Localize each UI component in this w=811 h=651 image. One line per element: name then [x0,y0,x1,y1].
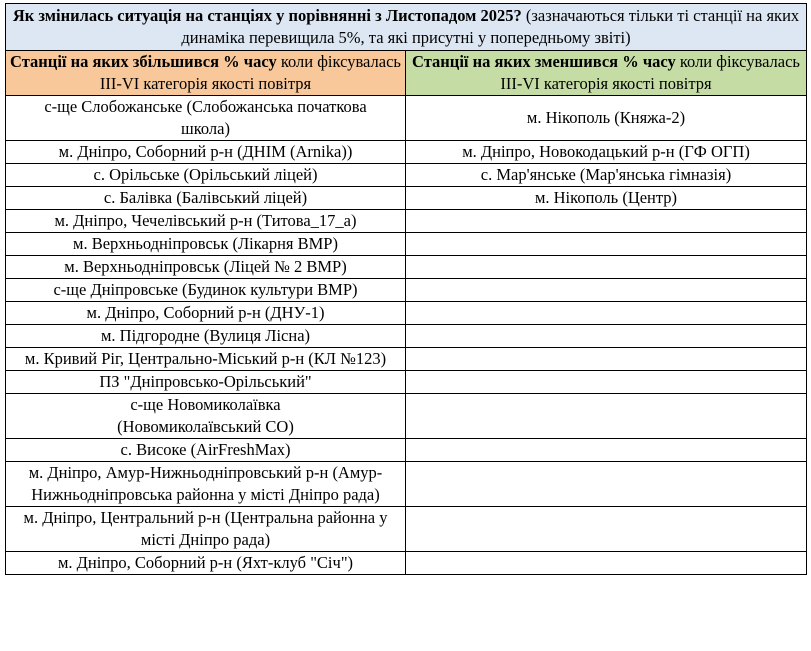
station-decreased [406,233,807,256]
station-increased: м. Підгородне (Вулиця Лісна) [6,325,406,348]
station-decreased [406,507,807,552]
table-row [6,187,807,210]
table-row [6,371,807,394]
table-row [6,233,807,256]
station-decreased [406,256,807,279]
station-increased: ПЗ "Дніпровсько-Орільський" [6,371,406,394]
station-decreased: м. Нікополь (Центр) [406,187,807,210]
station-decreased: м. Дніпро, Новокодацький р-н (ГФ ОГП) [406,141,807,164]
table-row [6,279,807,302]
station-increased: м. Верхньодніпровськ (Ліцей № 2 ВМР) [6,256,406,279]
stations-comparison-table [5,3,807,575]
title-question: Як змінилась ситуація на станціях у порівнянні з Листопадом 2025? [12,6,522,25]
title-note: (зазначаються тільки ті станції на яких динаміка перевищила 5%, та які присутні у попередньому звіті) [181,6,800,47]
station-increased: с-ще Новомиколаївка (Новомиколаївський СО) [6,394,406,439]
table-row [6,325,807,348]
station-decreased [406,439,807,462]
station-decreased [406,325,807,348]
station-increased: м. Верхньодніпровськ (Лікарня ВМР) [6,233,406,256]
table-row [6,439,807,462]
table-row [6,210,807,233]
station-increased: с. Орільське (Орільський ліцей) [6,164,406,187]
header-decreased [406,51,807,96]
title-row [6,4,807,51]
station-decreased: с. Мар'янське (Мар'янська гімназія) [406,164,807,187]
station-decreased: м. Нікополь (Княжа-2) [406,96,807,141]
header-decreased-rest: коли фіксувалась III-VI категорія якості повітря [500,52,800,93]
table-row [6,96,807,141]
station-decreased [406,302,807,325]
station-increased: м. Дніпро, Чечелівський р-н (Титова_17_а) [6,210,406,233]
station-increased: м. Кривий Ріг, Центрально-Міський р-н (КЛ №123) [6,348,406,371]
header-row [6,51,807,96]
header-decreased-bold: Станції на яких зменшився % часу [412,52,676,71]
table-row [6,164,807,187]
station-increased: м. Дніпро, Соборний р-н (ДНУ-1) [6,302,406,325]
station-increased: с. Балівка (Балівський ліцей) [6,187,406,210]
station-increased: с-ще Слобожанське (Слобожанська початкова школа) [6,96,406,141]
table-row [6,394,807,439]
station-increased: с. Високе (AirFreshMax) [6,439,406,462]
station-decreased [406,394,807,439]
station-decreased [406,279,807,302]
station-decreased [406,210,807,233]
station-increased: м. Дніпро, Соборний р-н (Яхт-клуб "Січ") [6,552,406,575]
table-row [6,552,807,575]
header-increased [6,51,406,96]
table-row [6,141,807,164]
station-increased: с-ще Дніпровське (Будинок культури ВМР) [6,279,406,302]
station-decreased [406,552,807,575]
station-decreased [406,371,807,394]
station-increased: м. Дніпро, Соборний р-н (ДНІМ (Arnika)) [6,141,406,164]
station-increased: м. Дніпро, Центральний р-н (Центральна районна у місті Дніпро рада) [6,507,406,552]
table-row [6,462,807,507]
table-row [6,256,807,279]
station-increased: м. Дніпро, Амур-Нижньодніпровський р-н (Амур-Нижньодніпровська районна у місті Дніпро рада) [6,462,406,507]
table-row [6,507,807,552]
table-row [6,302,807,325]
station-decreased [406,348,807,371]
header-increased-bold: Станції на яких збільшився % часу [10,52,277,71]
station-decreased [406,462,807,507]
table-title [6,4,807,51]
header-increased-rest: коли фіксувалась III-VI категорія якості повітря [99,52,401,93]
table-row [6,348,807,371]
